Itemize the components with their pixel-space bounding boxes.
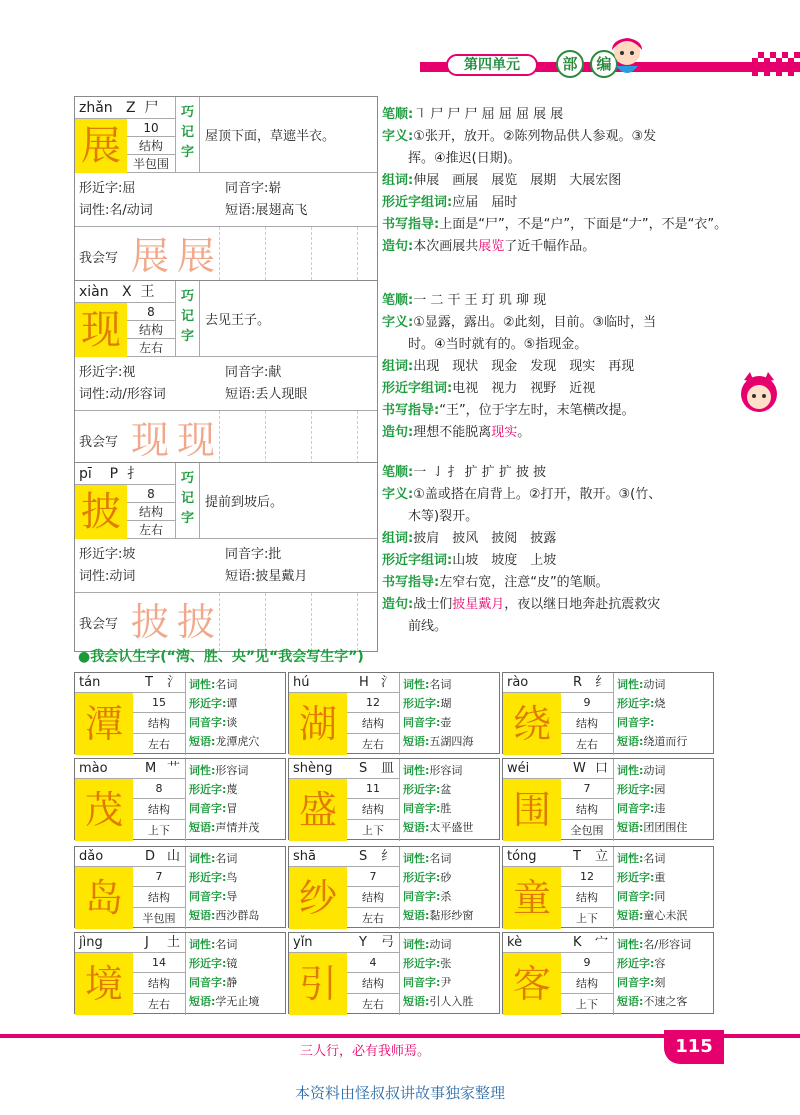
card-structure-label: 结构 xyxy=(347,713,399,734)
card-strokes: 9 xyxy=(561,953,613,973)
card-structure: 上下 xyxy=(148,824,170,837)
char-card xyxy=(74,932,286,1014)
card-character: 绕 xyxy=(503,693,561,755)
source-note: 本资料由怪叔叔讲故事独家整理 xyxy=(294,1084,505,1102)
card-info: 词性:名词 形近字:鸟 同音字:导 短语:西沙群岛 xyxy=(189,852,260,922)
write-char: 现 xyxy=(130,418,169,462)
structure-label: 结构 xyxy=(127,137,175,155)
card-structure: 左右 xyxy=(148,998,170,1011)
char-card xyxy=(288,758,500,840)
card-strokes: 4 xyxy=(347,953,399,973)
card-structure-label: 结构 xyxy=(133,973,185,994)
card-structure: 全包围 xyxy=(570,824,604,837)
explain-xian: 笔顺:一 二 干 王 玎 玑 珋 现 字义:①显露，露出。②此刻，目前。③临时，当 时。④当时就有的。⑤指现金。 组词:出现 现状 现金 发现 现实 再现 形近字组词:电视 视力 视野 近视 书写指导:“王”，位于字左时，末笔横改提。 造句:理想不能脱离现实。 xyxy=(382,293,657,440)
card-character: 童 xyxy=(503,867,561,929)
card-character: 岛 xyxy=(75,867,133,929)
mnemonic: 屋顶下面，草遮半衣。 xyxy=(205,129,336,144)
card-pinyin-row: yǐn Y 弓 xyxy=(289,933,399,953)
card-strokes: 12 xyxy=(561,867,613,887)
similar-char: 形近字:屈 xyxy=(79,181,136,196)
char-card xyxy=(502,932,714,1014)
pinyin-row: zhǎn Z 尸 xyxy=(75,97,175,119)
structure-label: 结构 xyxy=(127,321,175,339)
card-structure: 上下 xyxy=(576,998,598,1011)
similar-char: 形近字:坡 xyxy=(79,547,136,562)
pinyin-row: xiàn X 王 xyxy=(75,281,175,303)
card-structure-label: 结构 xyxy=(133,799,185,820)
card-pinyin-row: tóng T 立 xyxy=(503,847,613,867)
homophone: 同音字:献 xyxy=(225,365,282,380)
card-strokes: 15 xyxy=(133,693,185,713)
card-pinyin-row: hú H 氵 xyxy=(289,673,399,693)
stroke-count: 8 xyxy=(127,485,175,503)
write-char: 展 xyxy=(130,234,169,278)
structure-value: 左右 xyxy=(138,523,163,537)
card-structure-label: 结构 xyxy=(561,887,613,908)
write-label: 我会写 xyxy=(79,435,119,450)
card-info: 词性:名/形容词 形近字:容 同音字:刻 短语:不速之客 xyxy=(617,938,692,1008)
card-pinyin-row: tán T 氵 xyxy=(75,673,185,693)
card-info: 词性:名词 形近字:砂 同音字:杀 短语:黏形纱窗 xyxy=(403,852,474,922)
card-strokes: 7 xyxy=(347,867,399,887)
card-pinyin-row: shā S 纟 xyxy=(289,847,399,867)
card-info: 词性:形容词 形近字:蔑 同音字:冒 短语:声情并茂 xyxy=(189,764,260,834)
card-pinyin-row: wéi W 口 xyxy=(503,759,613,779)
homophone: 同音字:批 xyxy=(225,547,282,562)
structure-label: 结构 xyxy=(127,503,175,521)
write-char: 现 xyxy=(176,418,215,462)
card-structure-label: 结构 xyxy=(561,713,613,734)
card-structure: 上下 xyxy=(576,912,598,925)
char-card xyxy=(288,932,500,1014)
stroke-count: 8 xyxy=(127,303,175,321)
char-card xyxy=(288,846,500,928)
card-pinyin-row: kè K 宀 xyxy=(503,933,613,953)
char-block-zhan xyxy=(74,96,378,286)
card-pinyin-row: mào M 艹 xyxy=(75,759,185,779)
pinyin-row: pī P 扌 xyxy=(75,463,175,485)
card-info: 词性:动词 形近字:烧 同音字: 短语:绕道而行 xyxy=(617,678,688,748)
card-info: 词性:名词 形近字:重 同音字:同 短语:童心未泯 xyxy=(617,852,688,922)
card-structure-label: 结构 xyxy=(133,713,185,734)
cartoon-girl-icon xyxy=(602,32,652,82)
card-strokes: 7 xyxy=(561,779,613,799)
similar-char: 形近字:视 xyxy=(79,365,136,380)
char-card xyxy=(502,758,714,840)
section-title: ●我会认生字(“湾、胜、央”见“我会写生字”) xyxy=(78,649,364,665)
char-card xyxy=(74,846,286,928)
big-character: 现 xyxy=(75,303,127,357)
card-character: 客 xyxy=(503,953,561,1015)
qiji-label: 巧记字 xyxy=(176,281,200,357)
card-info: 词性:名词 形近字:镜 同音字:静 短语:学无止境 xyxy=(189,938,260,1008)
badge-bian: 编 xyxy=(590,50,618,78)
card-structure-label: 结构 xyxy=(133,887,185,908)
phrase: 短语:展翅高飞 xyxy=(225,203,308,218)
part-of-speech: 词性:名/动词 xyxy=(79,203,153,218)
card-character: 引 xyxy=(289,953,347,1015)
card-structure: 左右 xyxy=(362,912,384,925)
card-pinyin-row: jìng J 土 xyxy=(75,933,185,953)
card-structure-label: 结构 xyxy=(347,799,399,820)
char-card xyxy=(502,846,714,928)
card-structure: 半包围 xyxy=(142,912,176,925)
qiji-label: 巧记字 xyxy=(176,463,200,539)
card-strokes: 8 xyxy=(133,779,185,799)
card-info: 词性:动词 形近字:园 同音字:违 短语:团团围住 xyxy=(617,764,688,834)
card-structure: 左右 xyxy=(148,738,170,751)
card-structure-label: 结构 xyxy=(561,973,613,994)
card-structure: 左右 xyxy=(362,738,384,751)
card-strokes: 7 xyxy=(133,867,185,887)
write-label: 我会写 xyxy=(79,251,119,266)
mnemonic: 提前到坡后。 xyxy=(205,495,284,510)
explain-zhan: 笔顺:㇕ 尸 尸 尸 屈 屈 屈 展 展 字义:①张开，放开。②陈列物品供人参观。③发 挥。④推迟(日期)。 组词:伸展 画展 展览 展期 大展宏图 形近字组词:应届 届时 书写指导:上面是“尸”，不是“户”，下面是“𠂇”，不是“衣”。 造句:本次画展共展览了近千幅作品。 xyxy=(382,107,728,254)
badge-bu: 部 xyxy=(556,50,584,78)
phrase: 短语:丢人现眼 xyxy=(225,387,308,402)
checker-decoration xyxy=(752,52,800,76)
mnemonic: 去见王子。 xyxy=(205,313,271,328)
write-char: 展 xyxy=(176,234,215,278)
fox-mascot-icon xyxy=(736,370,782,416)
card-structure-label: 结构 xyxy=(347,973,399,994)
card-info: 词性:名词 形近字:谭 同音字:谈 短语:龙潭虎穴 xyxy=(189,678,260,748)
write-char: 披 xyxy=(176,600,215,644)
big-character: 展 xyxy=(75,119,127,173)
card-structure: 左右 xyxy=(576,738,598,751)
write-label: 我会写 xyxy=(79,617,119,632)
card-character: 潭 xyxy=(75,693,133,755)
stroke-count: 10 xyxy=(127,119,175,137)
char-card xyxy=(288,672,500,754)
card-strokes: 12 xyxy=(347,693,399,713)
big-character: 披 xyxy=(75,485,127,539)
part-of-speech: 词性:动/形容词 xyxy=(79,387,166,402)
footer-motto: 三人行，必有我师焉。 xyxy=(300,1044,431,1059)
card-pinyin-row: rào R 纟 xyxy=(503,673,613,693)
card-structure: 左右 xyxy=(362,998,384,1011)
qiji-label: 巧记字 xyxy=(176,97,200,173)
char-card xyxy=(74,672,286,754)
card-character: 纱 xyxy=(289,867,347,929)
card-info: 词性:形容词 形近字:盆 同音字:胜 短语:太平盛世 xyxy=(403,764,474,834)
structure-value: 半包围 xyxy=(132,157,169,171)
card-info: 词性:动词 形近字:张 同音字:尹 短语:引人入胜 xyxy=(403,938,474,1008)
explain-pi: 笔顺:一 ㇚ 扌 扩 扩 扩 披 披 字义:①盖或搭在肩背上。②打开，散开。③(竹、 木等)裂开。 组词:披肩 披风 披阅 披露 形近字组词:山坡 坡度 上坡 书写指导:左窄右宽，注意“皮”的笔顺。 造句:战士们披星戴月，夜以继日地奔赴抗震救灾 前线。 xyxy=(382,465,662,634)
card-structure-label: 结构 xyxy=(561,799,613,820)
card-character: 湖 xyxy=(289,693,347,755)
card-character: 盛 xyxy=(289,779,347,841)
card-strokes: 14 xyxy=(133,953,185,973)
char-block-xian xyxy=(74,280,378,470)
unit-label: 第四单元 xyxy=(446,54,538,76)
card-character: 围 xyxy=(503,779,561,841)
card-strokes: 11 xyxy=(347,779,399,799)
phrase: 短语:披星戴月 xyxy=(225,569,308,584)
char-card xyxy=(74,758,286,840)
card-pinyin-row: shèng S 皿 xyxy=(289,759,399,779)
structure-value: 左右 xyxy=(138,341,163,355)
page-number: 115 xyxy=(664,1030,724,1064)
card-strokes: 9 xyxy=(561,693,613,713)
part-of-speech: 词性:动词 xyxy=(79,569,136,584)
homophone: 同音字:崭 xyxy=(225,181,282,196)
card-pinyin-row: dǎo D 山 xyxy=(75,847,185,867)
card-info: 词性:名词 形近字:瑚 同音字:壶 短语:五湖四海 xyxy=(403,678,474,748)
card-structure-label: 结构 xyxy=(347,887,399,908)
write-char: 披 xyxy=(130,600,169,644)
char-card xyxy=(502,672,714,754)
card-structure: 上下 xyxy=(362,824,384,837)
char-block-pi xyxy=(74,462,378,652)
card-character: 境 xyxy=(75,953,133,1015)
card-character: 茂 xyxy=(75,779,133,841)
